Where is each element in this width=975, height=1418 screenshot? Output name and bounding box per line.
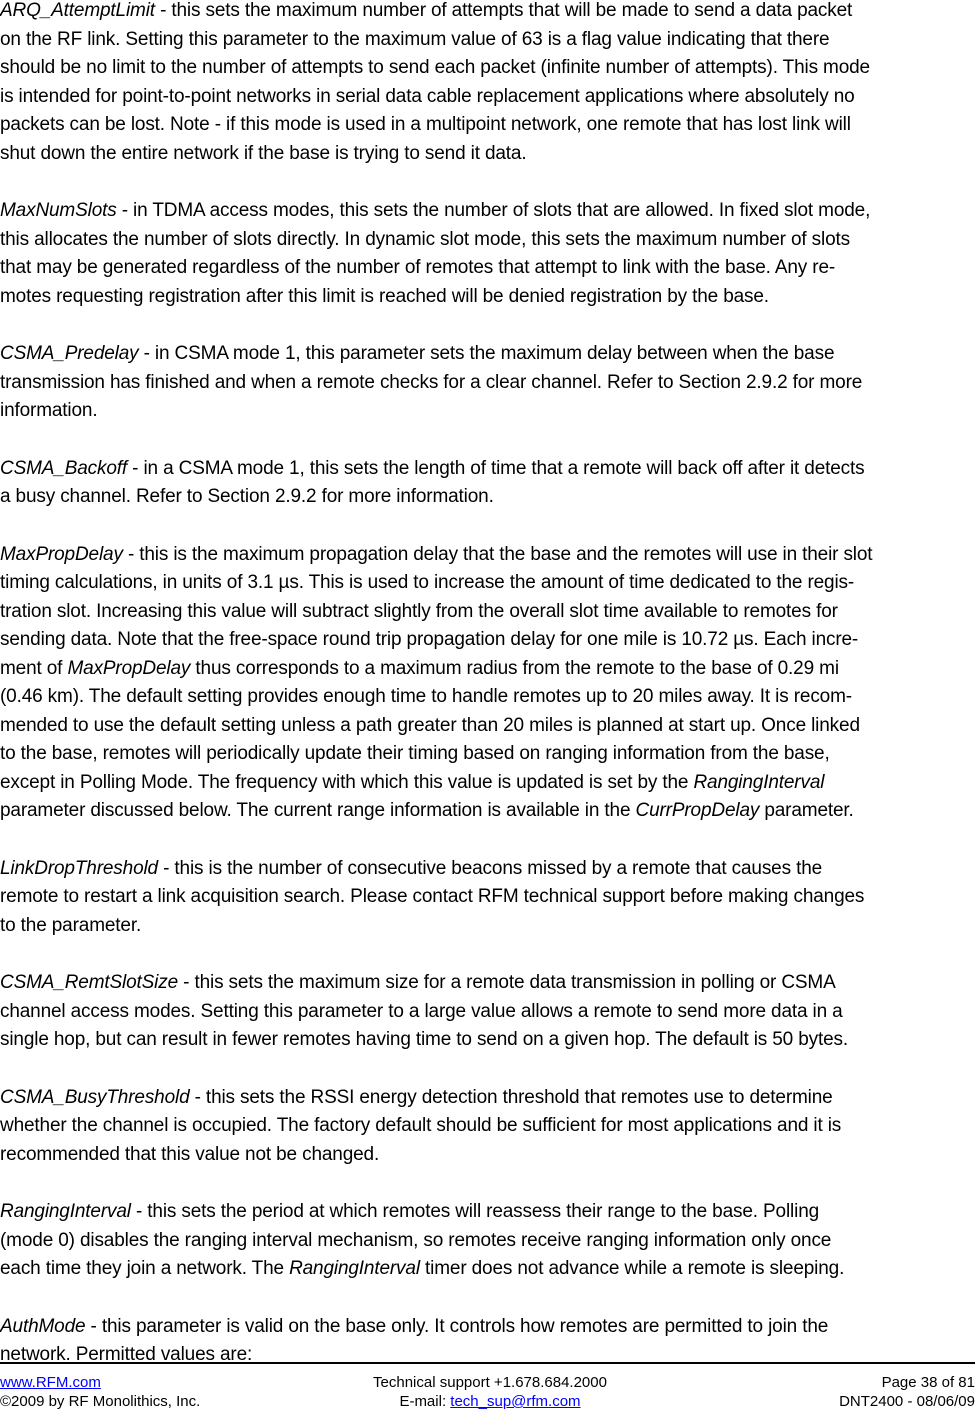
term-csma-predelay: CSMA_Predelay [0, 343, 139, 364]
term-maxpropdelay-inline: MaxPropDelay [67, 657, 191, 679]
paragraph-text: - this parameter is valid on the base only. It controls how remotes are permitted to join the network. Permitted values are: [0, 1315, 829, 1365]
paragraph-text: - this sets the maximum number of attempts that will be made to send a data packet on the RF link. Setting this parameter to the maximum value of 63 is a flag value indicating that there should be no limit to the number of attempts to send each packet (infinite number of attempts). This mode is intended for point-to-point networks in serial data cable replacement applications where absolutely no packets can be lost. Note - if this mode is used in a multipoint network, one remote that has lost link will shut down the entire network if the base is trying to send it data. [0, 0, 870, 164]
paragraph-arq-attemptlimit [0, 0, 975, 168]
paragraph-text: - this sets the period at which remotes will reassess their range to the base. Polling (mode 0) disables the ranging interval mechanism, so remotes receive ranging information only once each time they join a network. The [0, 1201, 832, 1279]
paragraph-csma-predelay [0, 340, 975, 426]
paragraph-text: - in CSMA mode 1, this parameter sets the maximum delay between when the base transmission has finished and when a remote checks for a clear channel. Refer to Section 2.9.2 for more information. [0, 343, 863, 421]
term-csma-remtslotsize: CSMA_RemtSlotSize [0, 972, 179, 993]
paragraph-text: parameter. [759, 800, 854, 821]
paragraph-csma-busythreshold [0, 1084, 975, 1170]
term-linkdropthreshold: LinkDropThreshold [0, 857, 158, 879]
paragraph-text: - this is the number of consecutive beacons missed by a remote that causes the remote to restart a link acquisition search. Please contact RFM technical support before making changes to the parameter. [0, 857, 865, 936]
document-id: DNT2400 - 08/06/09 [839, 1393, 975, 1410]
paragraph-maxnumslots [0, 197, 975, 311]
footer-left [0, 1373, 200, 1411]
paragraph-ranginginterval [0, 1198, 975, 1284]
term-maxpropdelay: MaxPropDelay [0, 543, 123, 565]
term-currpropdelay-inline: CurrPropDelay [635, 800, 760, 821]
paragraph-text: timer does not advance while a remote is sleeping. [419, 1258, 845, 1279]
support-phone: Technical support +1.678.684.2000 [373, 1374, 607, 1391]
website-link[interactable]: www.RFM.com [0, 1374, 101, 1391]
paragraph-maxpropdelay [0, 541, 975, 826]
footer-center [250, 1373, 730, 1411]
email-label: E-mail: [399, 1393, 451, 1410]
term-ranginginterval: RangingInterval [0, 1201, 131, 1222]
paragraph-text: - this sets the RSSI energy detection threshold that remotes use to determine whether the channel is occupied. The factory default should be sufficient for most applications and it is recommended that this value not be changed. [0, 1086, 842, 1165]
copyright-text: ©2009 by RF Monolithics, Inc. [0, 1393, 201, 1410]
paragraph-linkdropthreshold [0, 855, 975, 941]
paragraph-text: - this is the maximum propagation delay that the base and the remotes will use in their slot timing calculations, in units of 3.1 µs. This is used to increase the amount of time dedicated to the regis- tration slot. Increasing this value will subtract slightly from the overall slot time available to remotes for sending data. Note that the free-space round trip propagation delay for one mile is 10.72 µs. Each incre- ment of [0, 543, 873, 679]
paragraph-csma-remtslotsize [0, 969, 975, 1055]
term-ranginginterval-inline: RangingInterval [289, 1258, 420, 1279]
paragraph-authmode [0, 1313, 975, 1370]
footer-right [839, 1373, 975, 1411]
term-authmode: AuthMode [0, 1315, 86, 1337]
term-arq-attemptlimit: ARQ_AttemptLimit [0, 0, 155, 21]
footer-divider [0, 1362, 975, 1364]
term-ranginginterval-inline: RangingInterval [693, 771, 825, 793]
term-csma-busythreshold: CSMA_BusyThreshold [0, 1086, 190, 1108]
paragraph-text: - in a CSMA mode 1, this sets the length of time that a remote will back off after it detects a busy channel. Refer to Section 2.9.2 for more information. [0, 457, 865, 507]
page-number: Page 38 of 81 [881, 1374, 975, 1391]
paragraph-text: thus corresponds to a maximum radius from the remote to the base of 0.29 mi (0.46 km). The default setting provides enough time to handle remotes up to 20 miles away. It is recom- mended to use the default setting unless a path greater than 20 miles is planned at start up. Once linked to the base, remotes will periodically update their timing based on ranging information from the base, except in Polling Mode. The frequency with which this value is updated is set by the [0, 657, 860, 793]
paragraph-csma-backoff [0, 455, 975, 512]
paragraph-text: - in TDMA access modes, this sets the number of slots that are allowed. In fixed slot mode, this allocates the number of slots directly. In dynamic slot mode, this sets the maximum number of slots that may be generated regardless of the number of remotes that attempt to link with the base. Any re- motes requesting registration after this limit is reached will be denied registration by the base. [0, 200, 871, 307]
paragraph-text: - this sets the maximum size for a remote data transmission in polling or CSMA channel access modes. Setting this parameter to a large value allows a remote to send more data in a single hop, but can result in fewer remotes having time to send on a given hop. The default is 50 bytes. [0, 972, 849, 1050]
email-line [250, 1392, 730, 1411]
email-link[interactable]: tech_sup@rfm.com [450, 1393, 581, 1410]
paragraph-text: parameter discussed below. The current range information is available in the [0, 800, 631, 821]
term-csma-backoff: CSMA_Backoff [0, 457, 128, 479]
term-maxnumslots: MaxNumSlots [0, 200, 117, 221]
